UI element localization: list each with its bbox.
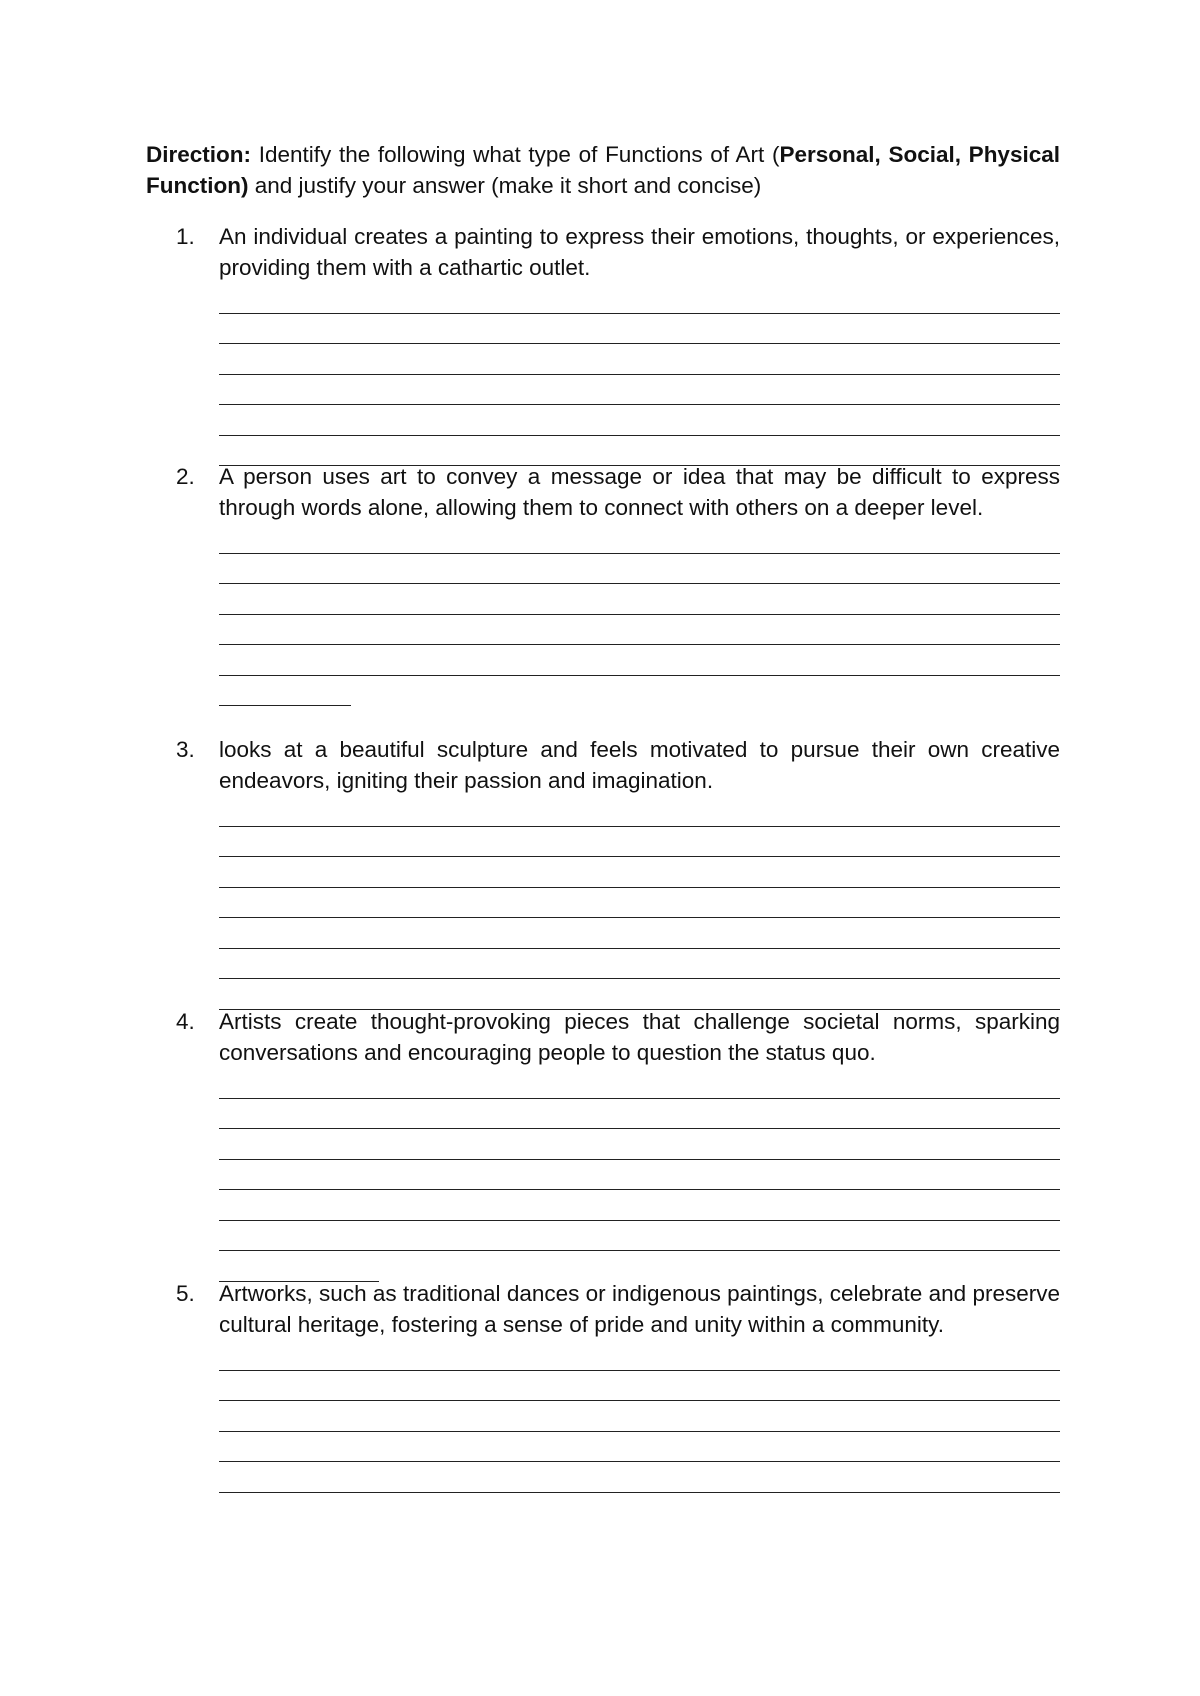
question-text: Artists create thought-provoking pieces that challenge societal norms, sparking conversations and encouraging people to question the status quo. — [219, 1009, 1060, 1065]
answer-line[interactable] — [219, 1068, 1060, 1099]
answer-line-short[interactable] — [219, 676, 351, 707]
question-4 — [176, 1007, 1060, 1282]
answer-line-short[interactable] — [219, 1251, 379, 1282]
answer-line[interactable] — [219, 1129, 1060, 1160]
answer-line[interactable] — [219, 1099, 1060, 1130]
answer-line[interactable] — [219, 827, 1060, 858]
question-number: 2. — [176, 464, 195, 489]
question-text: An individual creates a painting to express their emotions, thoughts, or experiences, providing them with a cathartic outlet. — [219, 224, 1060, 280]
question-number: 1. — [176, 224, 195, 249]
direction-paragraph — [146, 140, 1060, 201]
answer-line[interactable] — [219, 918, 1060, 949]
direction-text-before: Identify the following what type of Functions of Art ( — [251, 142, 780, 167]
question-text: looks at a beautiful sculpture and feels motivated to pursue their own creative endeavors, igniting their passion and imagination. — [219, 737, 1060, 793]
question-number: 4. — [176, 1009, 195, 1034]
answer-lines[interactable] — [219, 1340, 1060, 1493]
answer-line[interactable] — [219, 1401, 1060, 1432]
answer-line[interactable] — [219, 645, 1060, 676]
answer-lines[interactable] — [219, 283, 1060, 466]
answer-line[interactable] — [219, 1160, 1060, 1191]
question-2 — [176, 462, 1060, 706]
answer-line[interactable] — [219, 283, 1060, 314]
answer-lines[interactable] — [219, 523, 1060, 706]
answer-line[interactable] — [219, 949, 1060, 980]
answer-line[interactable] — [219, 796, 1060, 827]
question-number: 3. — [176, 737, 195, 762]
answer-line[interactable] — [219, 1340, 1060, 1371]
question-number: 5. — [176, 1281, 195, 1306]
answer-line[interactable] — [219, 375, 1060, 406]
answer-line[interactable] — [219, 888, 1060, 919]
question-text: Artworks, such as traditional dances or indigenous paintings, celebrate and preserve cultural heritage, fostering a sense of pride and unity within a community. — [219, 1281, 1060, 1337]
answer-line[interactable] — [219, 979, 1060, 1010]
question-text: A person uses art to convey a message or idea that may be difficult to express through words alone, allowing them to connect with others on a deeper level. — [219, 464, 1060, 520]
answer-line[interactable] — [219, 857, 1060, 888]
answer-line[interactable] — [219, 523, 1060, 554]
answer-line[interactable] — [219, 584, 1060, 615]
question-3 — [176, 735, 1060, 1010]
answer-line[interactable] — [219, 1432, 1060, 1463]
question-1 — [176, 222, 1060, 466]
answer-line[interactable] — [219, 405, 1060, 436]
answer-line[interactable] — [219, 615, 1060, 646]
direction-text-after: and justify your answer (make it short and concise) — [248, 172, 762, 198]
answer-line[interactable] — [219, 314, 1060, 345]
answer-line[interactable] — [219, 1371, 1060, 1402]
direction-bold-options: Personal, Social, Physical Function) — [146, 142, 1060, 198]
answer-line[interactable] — [219, 344, 1060, 375]
answer-lines[interactable] — [219, 796, 1060, 1010]
answer-line[interactable] — [219, 1462, 1060, 1493]
answer-lines[interactable] — [219, 1068, 1060, 1282]
answer-line[interactable] — [219, 1190, 1060, 1221]
answer-line[interactable] — [219, 554, 1060, 585]
question-5 — [176, 1279, 1060, 1493]
answer-line[interactable] — [219, 1221, 1060, 1252]
direction-label: Direction: — [146, 142, 252, 167]
